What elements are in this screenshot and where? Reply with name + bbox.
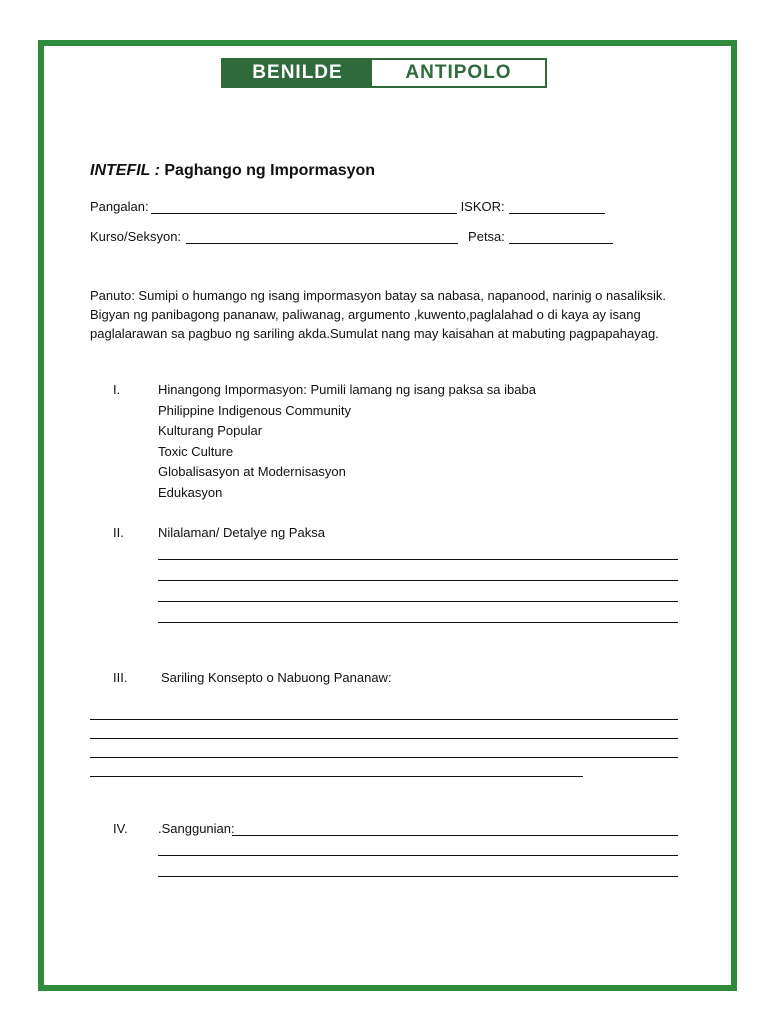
topic-item[interactable]: Toxic Culture <box>158 443 234 459</box>
name-label: Pangalan: <box>90 199 149 214</box>
course-row <box>90 229 613 244</box>
title-main: Paghango ng Impormasyon <box>164 162 376 179</box>
section-2-numeral: II. <box>113 525 124 540</box>
answer-line[interactable] <box>90 757 678 758</box>
topic-item[interactable]: Edukasyon <box>158 484 223 500</box>
answer-line[interactable] <box>90 776 583 777</box>
score-field[interactable] <box>509 201 605 214</box>
answer-line[interactable] <box>90 738 678 739</box>
section-2-heading: Nilalaman/ Detalye ng Paksa <box>158 525 325 540</box>
course-label: Kurso/Seksyon: <box>90 229 182 244</box>
score-label: ISKOR: <box>460 199 505 214</box>
answer-line[interactable] <box>158 559 678 560</box>
section-1-content <box>158 380 536 503</box>
instructions-line-3: paglalarawan sa pagbuo ng sariling akda.Sumulat nang may kaisahan at mabuting pagpapahayag. <box>90 326 659 341</box>
title-prefix: INTEFIL : <box>90 162 160 179</box>
date-label: Petsa: <box>468 229 505 244</box>
answer-line[interactable] <box>158 622 678 623</box>
answer-line[interactable] <box>158 580 678 581</box>
topic-item[interactable]: Kulturang Popular <box>158 423 263 438</box>
instructions-line-1: Panuto: Sumipi o humango ng isang impormasyon batay sa nabasa, napanood, narinig o nasaliksik. <box>90 288 666 303</box>
answer-line[interactable] <box>158 876 678 877</box>
name-row <box>90 199 605 214</box>
topic-item[interactable]: Philippine Indigenous Community <box>158 402 351 418</box>
section-1-numeral: I. <box>113 382 121 397</box>
topic-item[interactable]: Globalisasyon at Modernisasyon <box>158 464 346 479</box>
answer-line[interactable] <box>158 601 678 602</box>
section-1-heading: Hinangong Impormasyon: Pumili lamang ng isang paksa sa ibaba <box>158 382 536 397</box>
logo-benilde: BENILDE <box>223 60 372 86</box>
page-title <box>90 162 375 180</box>
answer-line[interactable] <box>158 855 678 856</box>
instructions <box>90 286 690 343</box>
date-field[interactable] <box>509 231 613 244</box>
logo-antipolo: ANTIPOLO <box>372 60 545 86</box>
section-4-numeral: IV. <box>113 821 128 836</box>
instructions-line-2: Bigyan ng panibagong pananaw, paliwanag, argumento ,kuwento,paglalahad o di kaya ay isang <box>90 307 641 322</box>
school-logo <box>221 58 547 88</box>
section-4-heading: .Sanggunian: <box>158 821 235 836</box>
answer-line[interactable] <box>232 835 678 836</box>
answer-line[interactable] <box>90 719 678 720</box>
name-field[interactable] <box>151 201 457 214</box>
course-field[interactable] <box>186 231 458 244</box>
section-3-heading: Sariling Konsepto o Nabuong Pananaw: <box>161 670 392 685</box>
section-3-numeral: III. <box>113 670 128 685</box>
page-border <box>38 40 737 991</box>
